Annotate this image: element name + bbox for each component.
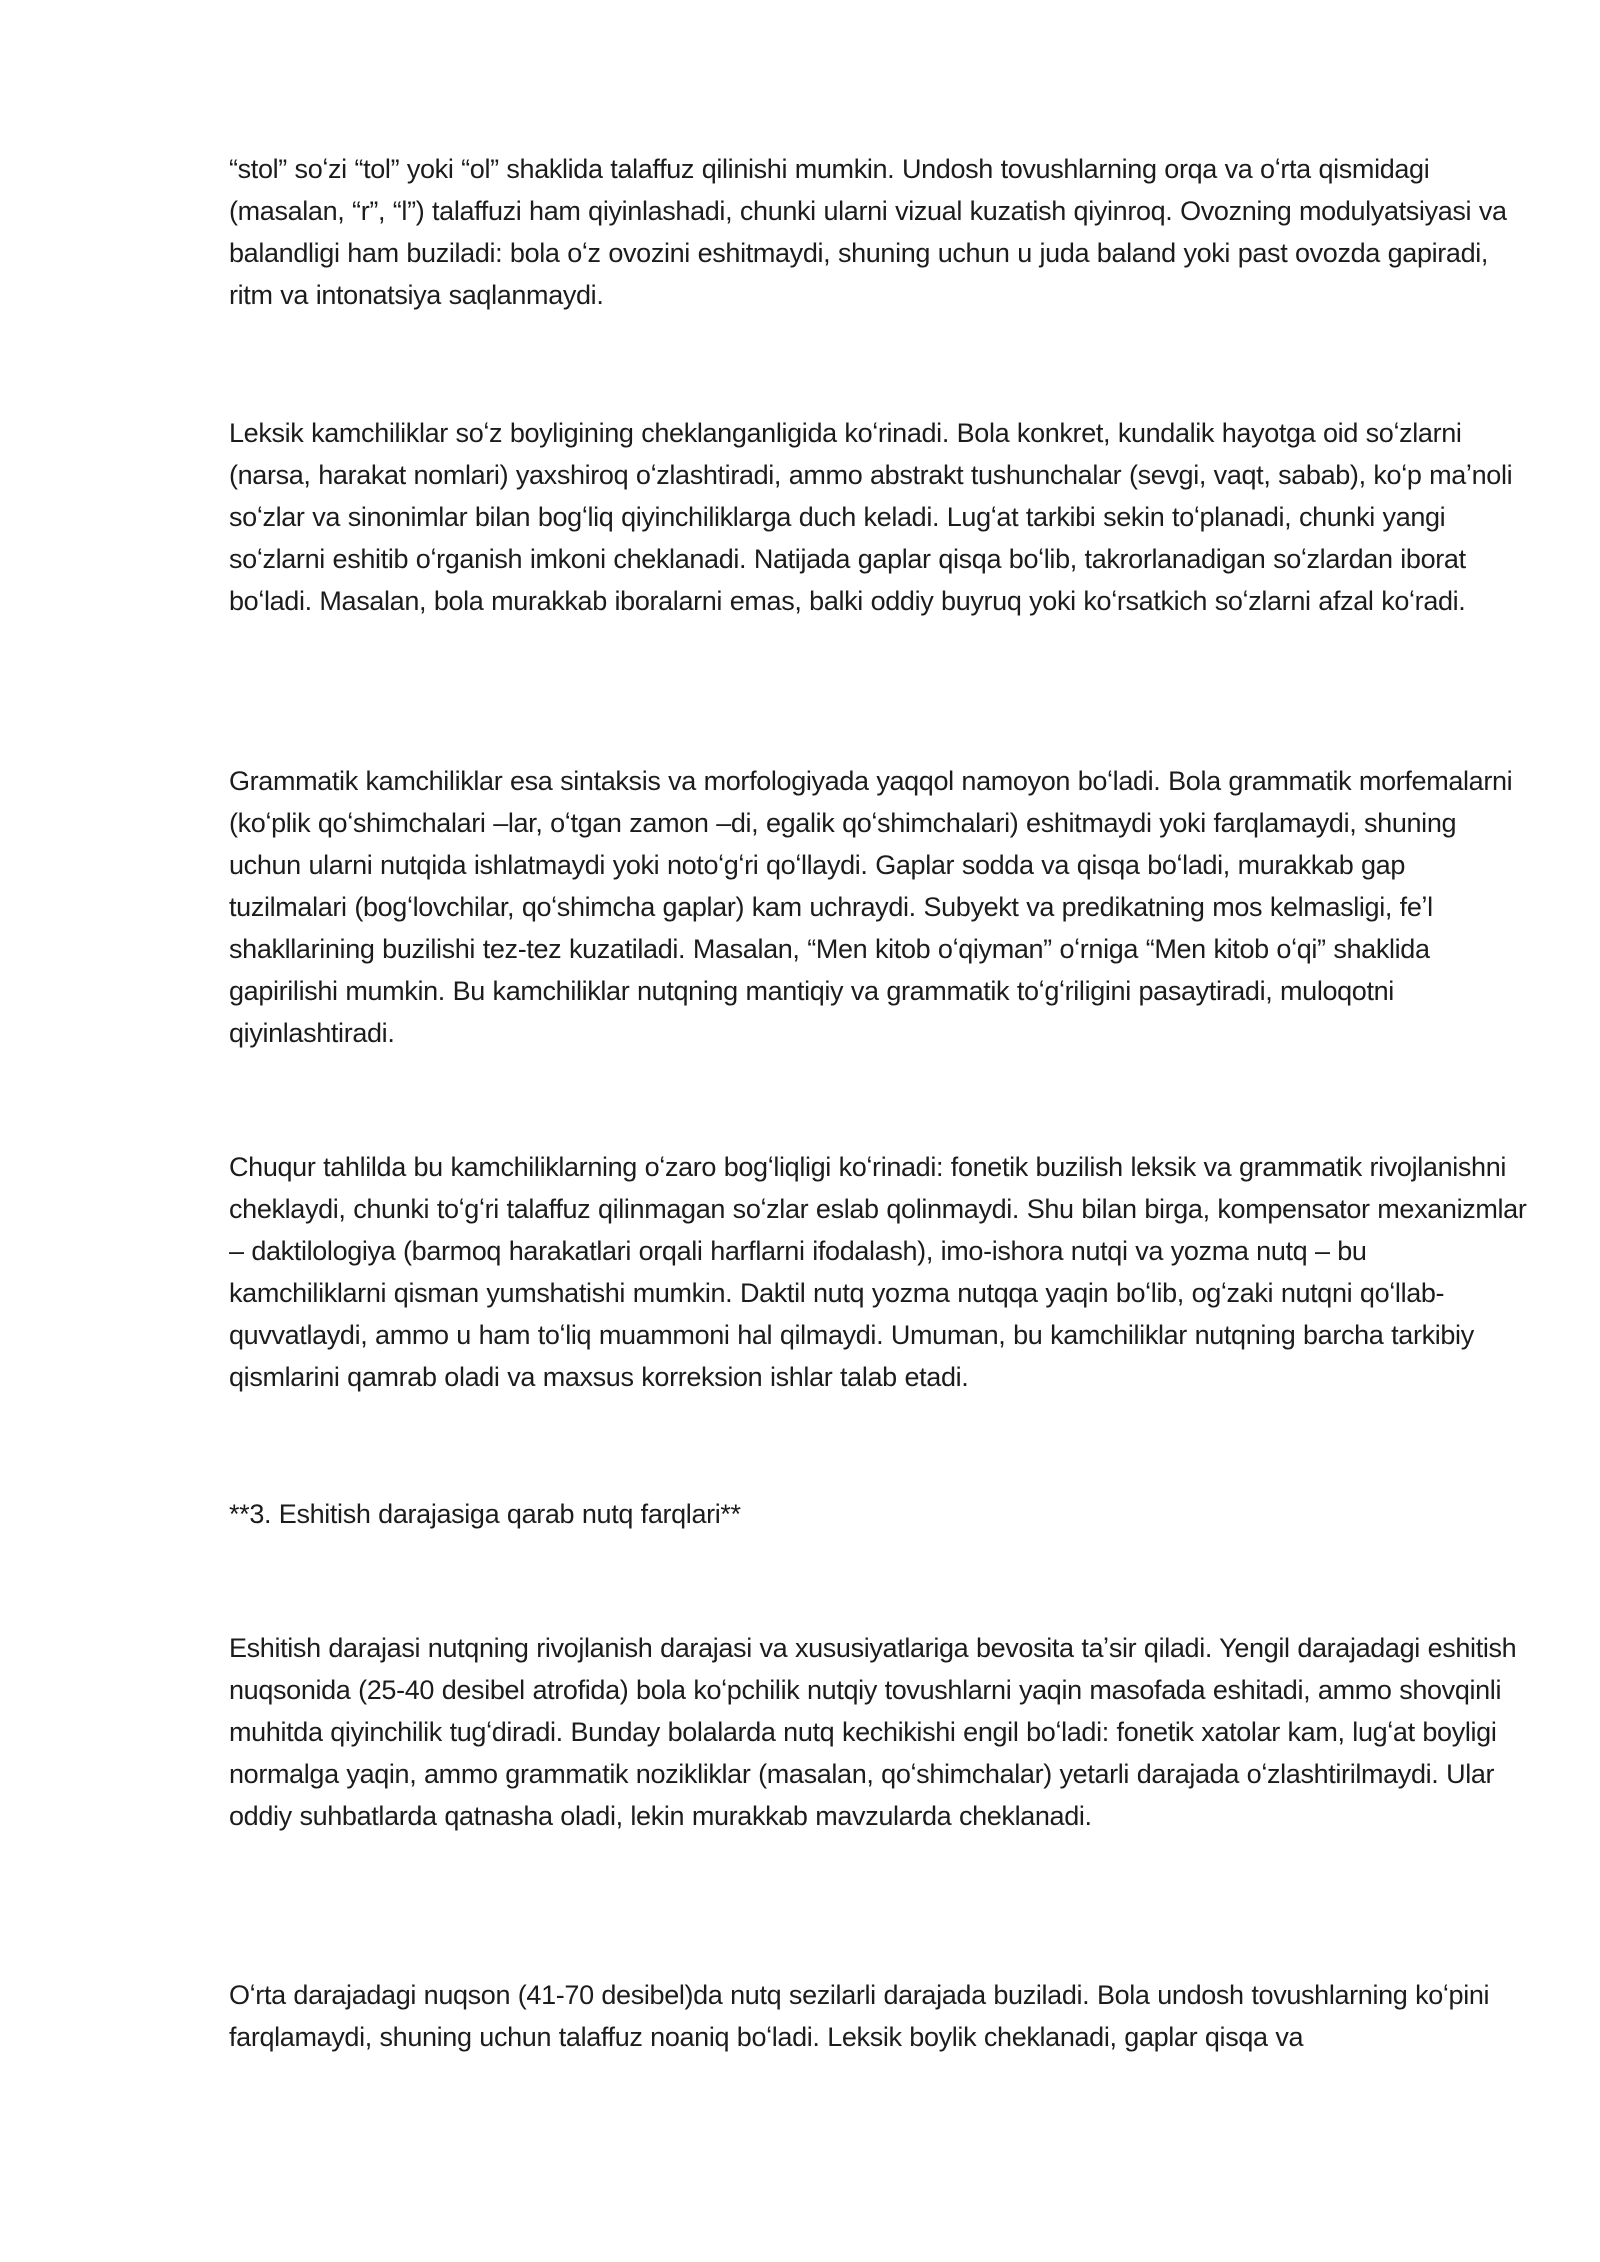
paragraph-grammatical-deficits: Grammatik kamchiliklar esa sintaksis va morfologiyada yaqqol namoyon boʻladi. Bola grammatik morfemalarni (koʻplik qoʻshimchalari –lar, oʻtgan zamon –di, egalik qoʻshimchalari) eshitmaydi yoki farqlamaydi, shuning uchun ularni nutqida ishlatmaydi yoki notoʻgʻri qoʻllaydi. Gaplar sodda va qisqa boʻladi, murakkab gap tuzilmalari (bogʻlovchilar, qoʻshimcha gaplar) kam uchraydi. Subyekt va predikatning mos kelmasligi, feʼl shakllarining buzilishi tez-tez kuzatiladi. Masalan, “Men kitob oʻqiyman” oʻrniga “Men kitob oʻqi” shaklida gapirilishi mumkin. Bu kamchiliklar nutqning mantiqiy va grammatik toʻgʻriligini pasaytiradi, muloqotni qiyinlashtiradi. — [229, 766, 1513, 1048]
paragraph-lexical-deficits: Leksik kamchiliklar soʻz boyligining cheklanganligida koʻrinadi. Bola konkret, kundalik hayotga oid soʻzlarni (narsa, harakat nomlari) yaxshiroq oʻzlashtiradi, ammo abstrakt tushunchalar (sevgi, vaqt, sabab), koʻp maʼnoli soʻzlar va sinonimlar bilan bogʻliq qiyinchiliklarga duch keladi. Lugʻat tarkibi sekin toʻplanadi, chunki yangi soʻzlarni eshitib oʻrganish imkoni cheklanadi. Natijada gaplar qisqa boʻlib, takrorlanadigan soʻzlardan iborat boʻladi. Masalan, bola murakkab iboralarni emas, balki oddiy buyruq yoki koʻrsatkich soʻzlarni afzal koʻradi. — [229, 418, 1513, 616]
paragraph-moderate-hearing-loss: Oʻrta darajadagi nuqson (41-70 desibel)da nutq sezilarli darajada buziladi. Bola undosh tovushlarning koʻpini farqlamaydi, shuning uchun talaffuz noaniq boʻladi. Leksik boylik cheklanadi, gaplar qisqa va — [229, 1980, 1490, 2052]
paragraph-phonetic-deficits: “stol” soʻzi “tol” yoki “ol” shaklida talaffuz qilinishi mumkin. Undosh tovushlarning orqa va oʻrta qismidagi (masalan, “r”, “l”) talaffuzi ham qiyinlashadi, chunki ularni vizual kuzatish qiyinroq. Ovozning modulyatsiyasi va balandligi ham buziladi: bola oʻz ovozini eshitmaydi, shuning uchun u juda baland yoki past ovozda gapiradi, ritm va intonatsiya saqlanmaydi. — [229, 154, 1507, 310]
section-heading: **3. Eshitish darajasiga qarab nutq farqlari** — [229, 1499, 741, 1529]
paragraph-mild-hearing-loss: Eshitish darajasi nutqning rivojlanish darajasi va xususiyatlariga bevosita taʼsir qiladi. Yengil darajadagi eshitish nuqsonida (25-40 desibel atrofida) bola koʻpchilik nutqiy tovushlarni yaqin masofada eshitadi, ammo shovqinli muhitda qiyinchilik tugʻdiradi. Bunday bolalarda nutq kechikishi engil boʻladi: fonetik xatolar kam, lugʻat boyligi normalga yaqin, ammo grammatik nozikliklar (masalan, qoʻshimchalar) yetarli darajada oʻzlashtirilmaydi. Ular oddiy suhbatlarda qatnasha oladi, lekin murakkab mavzularda cheklanadi. — [229, 1633, 1517, 1831]
paragraph-deep-analysis: Chuqur tahlilda bu kamchiliklarning oʻzaro bogʻliqligi koʻrinadi: fonetik buzilish leksik va grammatik rivojlanishni cheklaydi, chunki toʻgʻri talaffuz qilinmagan soʻzlar eslab qolinmaydi. Shu bilan birga, kompensator mexanizmlar – daktilologiya (barmoq harakatlari orqali harflarni ifodalash), imo-ishora nutqi va yozma nutq – bu kamchiliklarni qisman yumshatishi mumkin. Daktil nutq yozma nutqqa yaqin boʻlib, ogʻzaki nutqni qoʻllab-quvvatlaydi, ammo u ham toʻliq muammoni hal qilmaydi. Umuman, bu kamchiliklar nutqning barcha tarkibiy qismlarini qamrab oladi va maxsus korreksion ishlar talab etadi. — [229, 1152, 1527, 1392]
